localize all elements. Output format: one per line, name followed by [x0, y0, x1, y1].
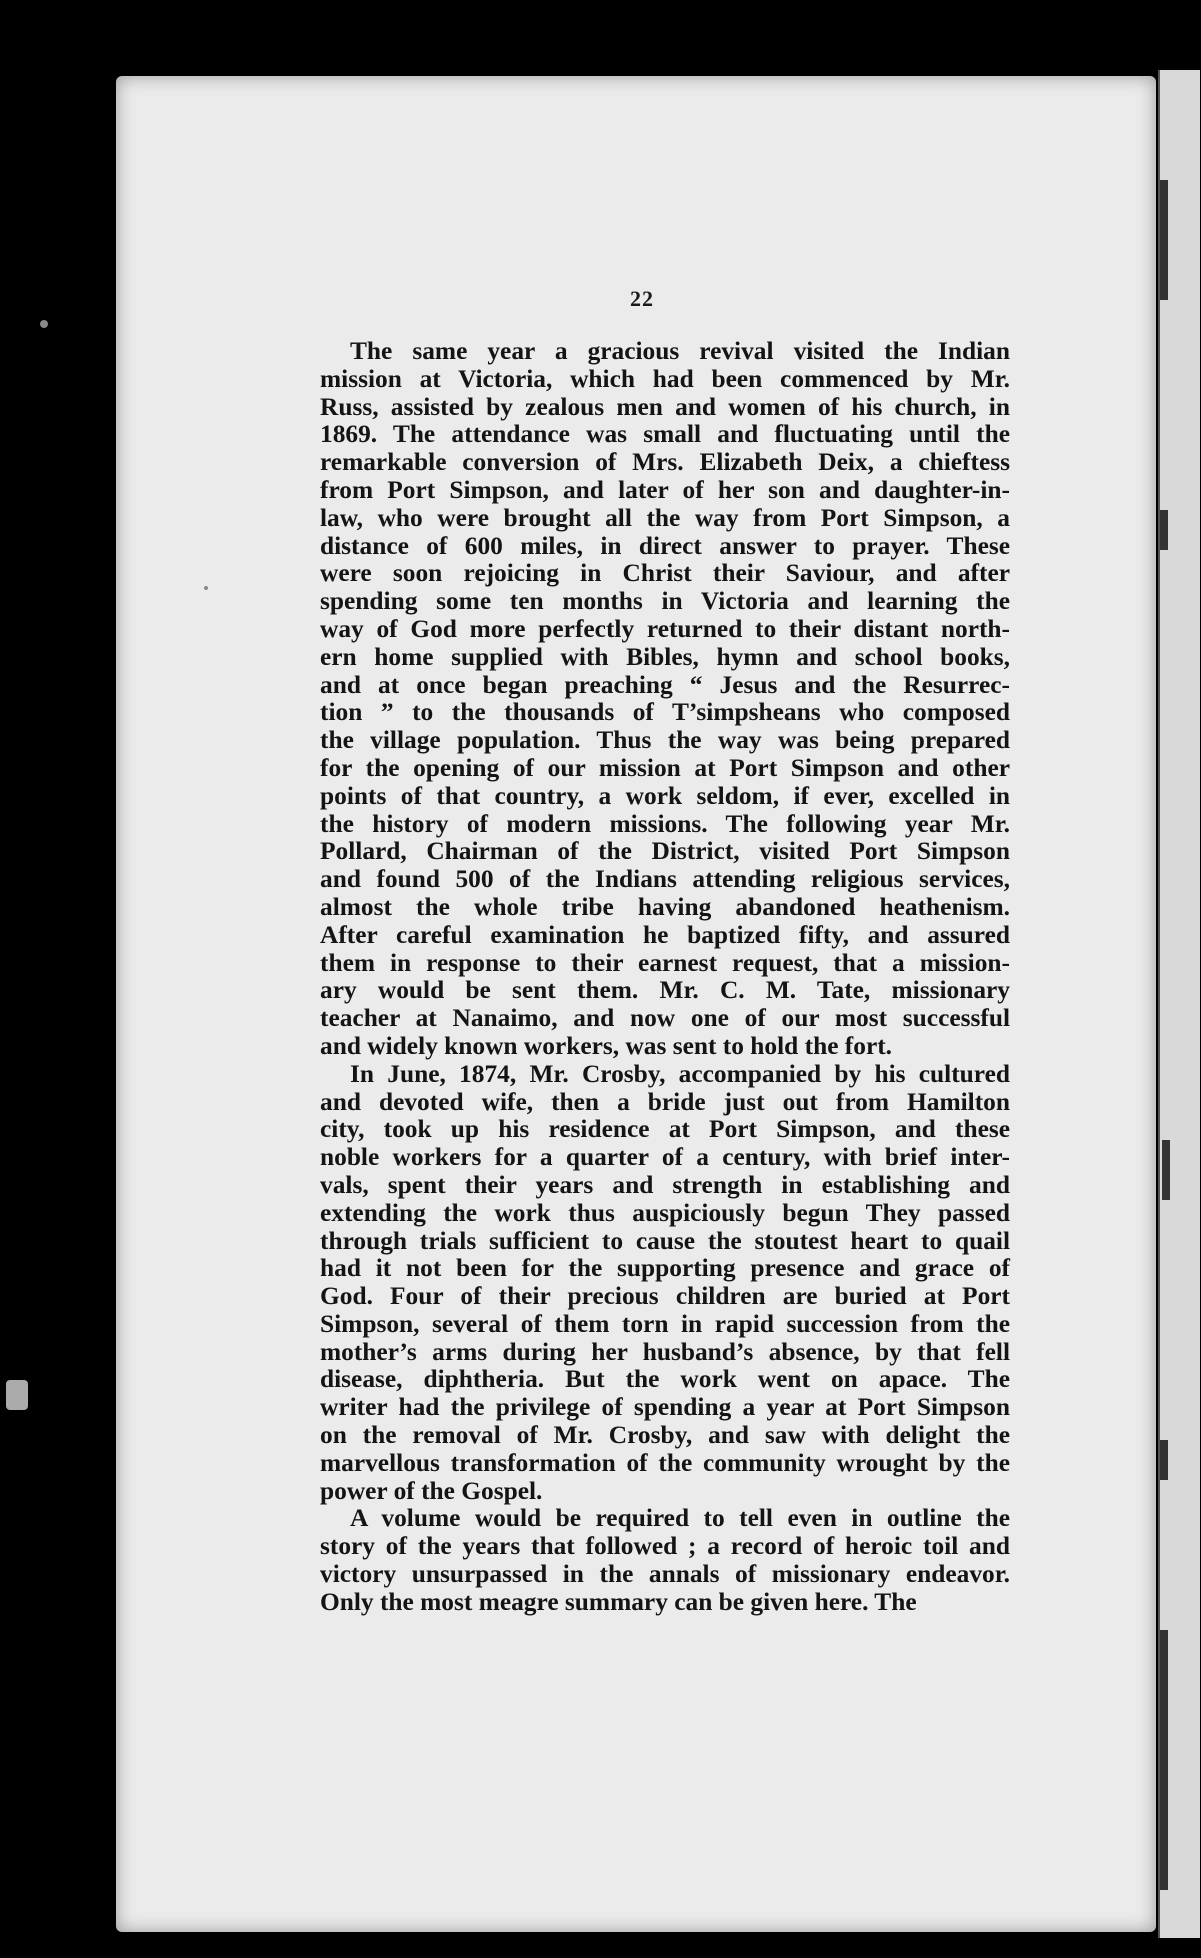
paragraph [320, 338, 1010, 1061]
text-line: from Port Simpson, and later of her son and daughter-in- [320, 475, 1010, 504]
text-line: ern home supplied with Bibles, hymn and school books, [320, 642, 1010, 671]
text-line: on the removal of Mr. Crosby, and saw with delight the [320, 1421, 1010, 1450]
text-line: noble workers for a quarter of a century, with brief inter- [320, 1143, 1010, 1172]
text-line: for the opening of our mission at Port Simpson and other [320, 753, 1010, 782]
text-line: and devoted wife, then a bride just out from Hamilton [320, 1087, 1010, 1116]
text-line: remarkable conversion of Mrs. Elizabeth Deix, a chieftess [320, 448, 1010, 477]
text-line: Simpson, several of them torn in rapid succession from the [320, 1309, 1010, 1338]
text-line: mission at Victoria, which had been commenced by Mr. [320, 364, 1010, 393]
text-line: The same year a gracious revival visited the Indian [350, 337, 1010, 365]
text-line: were soon rejoicing in Christ their Saviour, and after [320, 559, 1010, 588]
text-line: ary would be sent them. Mr. C. M. Tate, missionary [320, 976, 1010, 1005]
text-line: victory unsurpassed in the annals of missionary endeavor. [320, 1560, 1010, 1589]
text-line: writer had the privilege of spending a year at Port Simpson [320, 1393, 1010, 1422]
text-line: the history of modern missions. The following year Mr. [320, 809, 1010, 838]
text-line: almost the whole tribe having abandoned heathenism. [320, 892, 1010, 921]
text-line: distance of 600 miles, in direct answer to prayer. These [320, 531, 1010, 560]
paragraph [320, 1505, 1010, 1616]
text-line: and widely known workers, was sent to hold the fort. [320, 1031, 893, 1060]
text-line: way of God more perfectly returned to their distant north- [320, 614, 1010, 643]
text-line: disease, diphtheria. But the work went on apace. The [320, 1365, 1010, 1394]
text-line: marvellous transformation of the community wrought by the [320, 1448, 1010, 1477]
text-line: city, took up his residence at Port Simpson, and these [320, 1115, 1010, 1144]
text-line: God. Four of their precious children are buried at Port [320, 1282, 1010, 1311]
text-line: 1869. The attendance was small and fluctuating until the [320, 420, 1010, 449]
text-line: law, who were brought all the way from Port Simpson, a [320, 503, 1010, 532]
text-line: Pollard, Chairman of the District, visited Port Simpson [320, 837, 1010, 866]
text-line: vals, spent their years and strength in establishing and [320, 1170, 1010, 1199]
text-line: Only the most meagre summary can be given here. The [320, 1587, 917, 1616]
adjacent-page-edge [1158, 70, 1200, 1938]
text-line: teacher at Nanaimo, and now one of our most successful [320, 1004, 1010, 1033]
paragraph [320, 1061, 1010, 1506]
text-line: through trials sufficient to cause the stoutest heart to quail [320, 1226, 1010, 1255]
text-line: power of the Gospel. [320, 1476, 543, 1505]
text-line: spending some ten months in Victoria and learning the [320, 587, 1010, 616]
text-line: A volume would be required to tell even in outline the [350, 1504, 1010, 1533]
text-line: points of that country, a work seldom, if ever, excelled in [320, 781, 1010, 810]
page-number: 22 [630, 286, 654, 311]
text-line: mother’s arms during her husband’s absence, by that fell [320, 1337, 1010, 1366]
text-line: story of the years that followed ; a record of heroic toil and [320, 1532, 1010, 1561]
text-line: After careful examination he baptized fifty, and assured [320, 920, 1010, 949]
text-line: extending the work thus auspiciously begun They passed [320, 1198, 1010, 1227]
text-line: had it not been for the supporting presence and grace of [320, 1254, 1010, 1283]
text-line: Russ, assisted by zealous men and women of his church, in [320, 392, 1010, 421]
text-line: and found 500 of the Indians attending religious services, [320, 865, 1010, 894]
text-line: the village population. Thus the way was being prepared [320, 726, 1010, 755]
text-line: tion ” to the thousands of T’simpsheans who composed [320, 698, 1010, 727]
text-line: In June, 1874, Mr. Crosby, accompanied by his cultured [350, 1059, 1010, 1088]
text-line: and at once began preaching “ Jesus and the Resurrec- [320, 670, 1010, 699]
body-text [320, 338, 1010, 1617]
text-line: them in response to their earnest request, that a mission- [320, 948, 1010, 977]
